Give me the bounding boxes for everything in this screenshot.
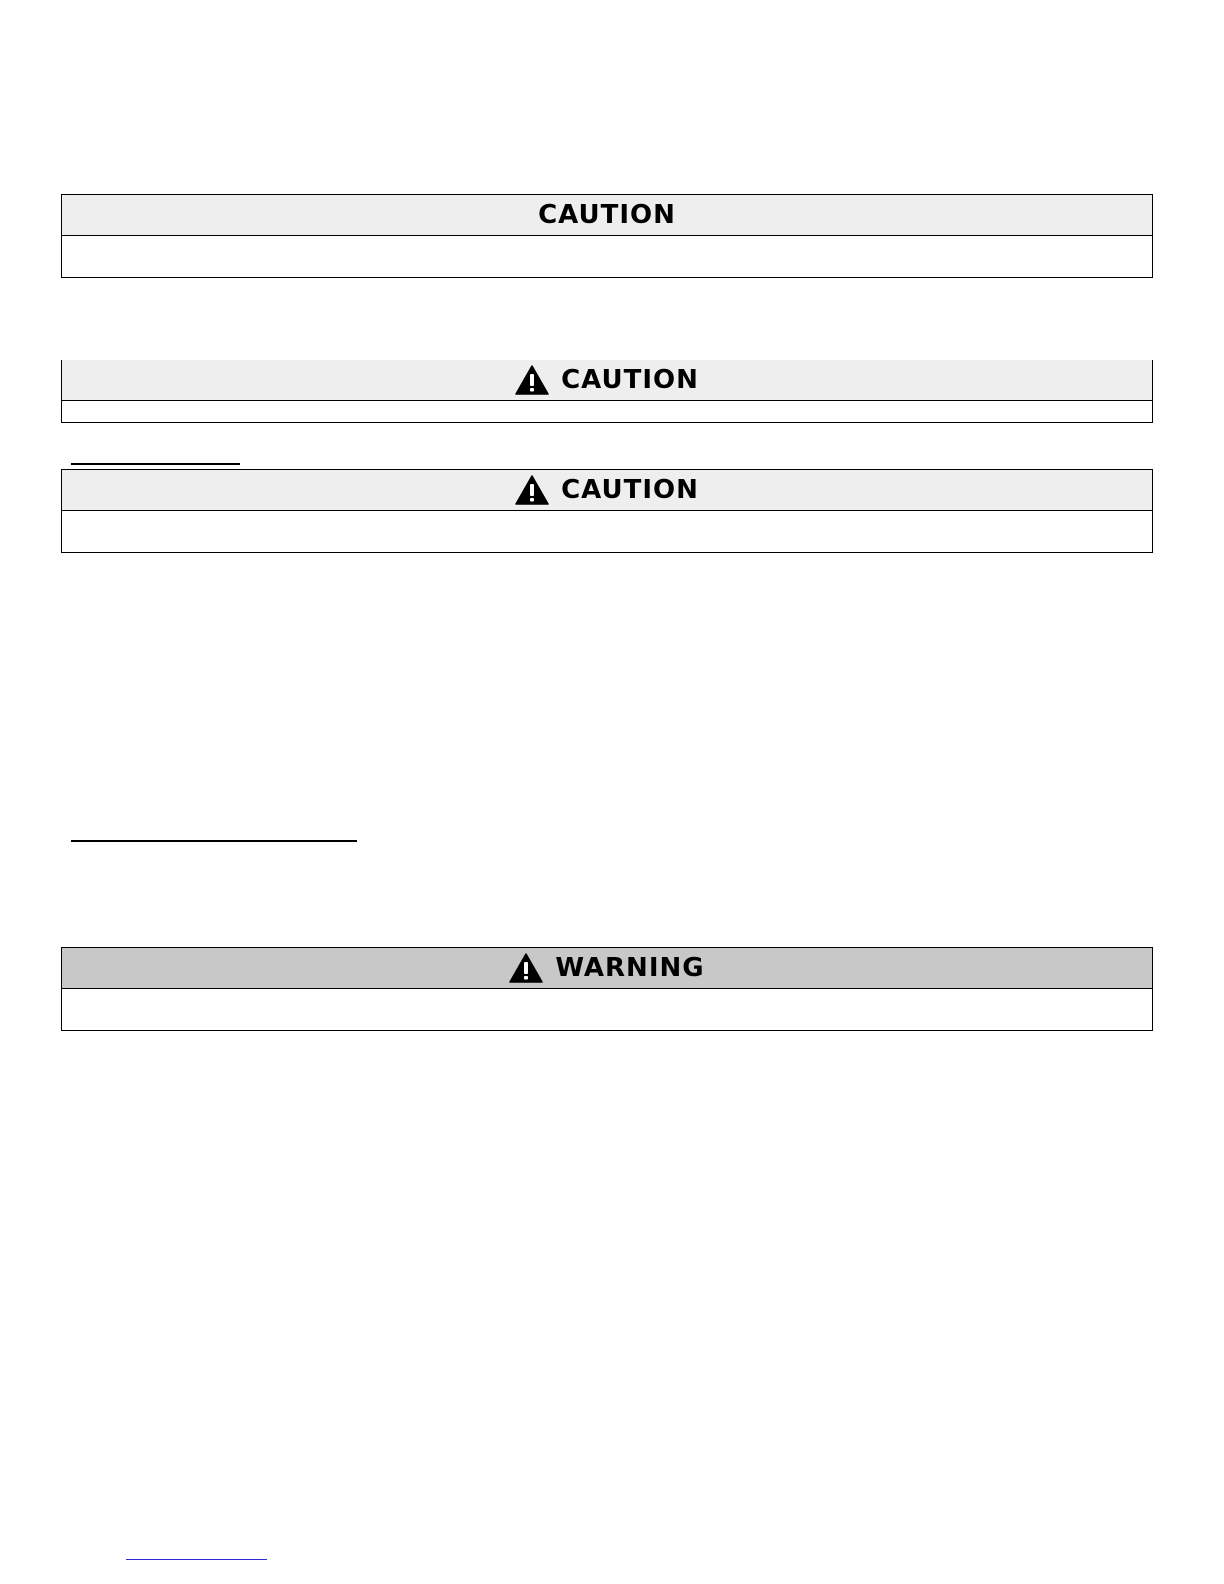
caution-notice-2 [61,360,1153,423]
notice-title: CAUTION [561,475,699,505]
caution-notice-3 [61,469,1153,553]
notice-body [62,989,1152,1030]
notice-title: CAUTION [538,200,676,230]
caution-notice-header [62,470,1152,511]
link-underline[interactable] [126,1559,267,1560]
warning-triangle-icon [515,475,549,505]
warning-notice [61,947,1153,1031]
notice-body [62,236,1152,277]
warning-triangle-icon [509,953,543,983]
caution-notice-1 [61,194,1153,278]
heading-underline [71,463,240,465]
warning-triangle-icon [515,365,549,395]
notice-body [62,511,1152,552]
notice-title: WARNING [555,953,705,983]
caution-notice-header [62,195,1152,236]
notice-title: CAUTION [561,365,699,395]
warning-notice-header [62,948,1152,989]
caution-notice-header [62,360,1152,401]
notice-body [62,401,1152,422]
heading-underline [71,840,357,842]
